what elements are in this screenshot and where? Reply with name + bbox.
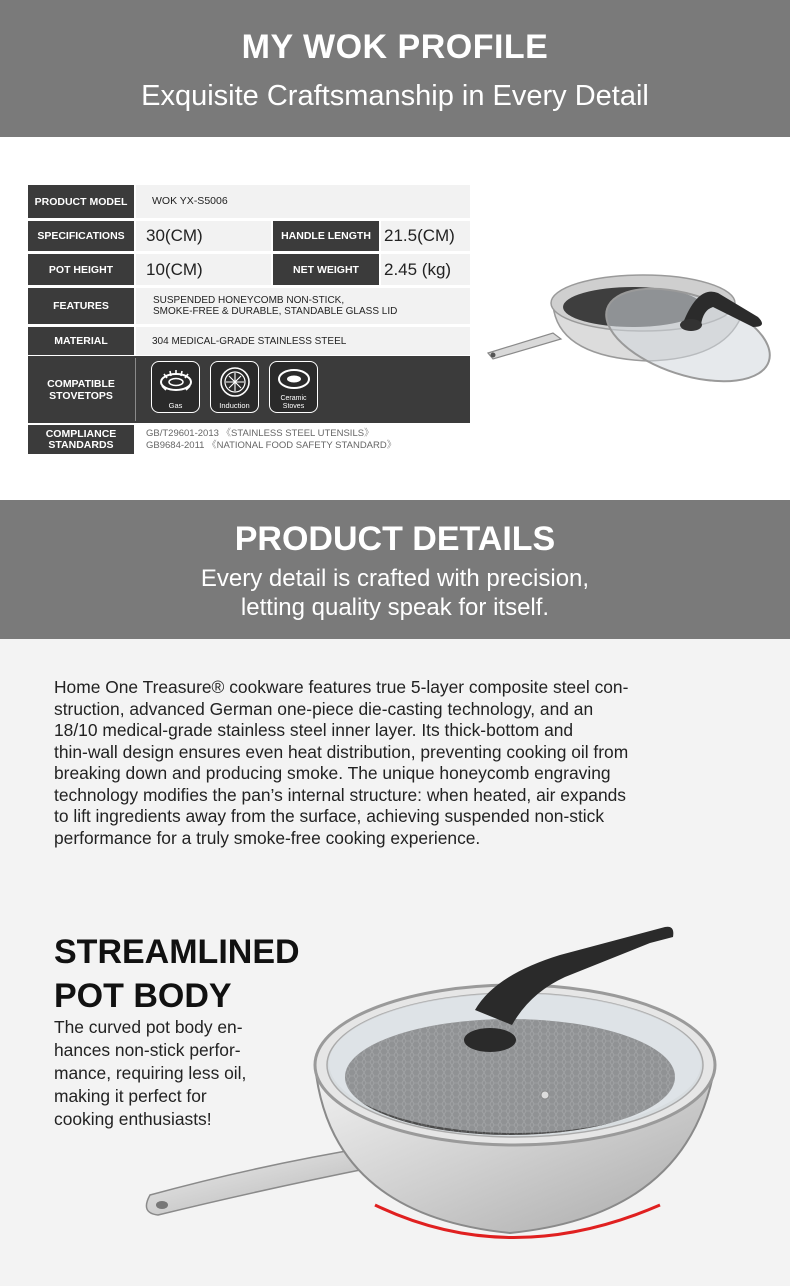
details-subtitle: Every detail is crafted with precision, letting quality speak for itself.	[200, 565, 590, 621]
product-model-value: WOK YX-S5006	[136, 185, 470, 218]
specifications-value: 30(CM)	[136, 221, 271, 251]
specifications-label: SPECIFICATIONS	[28, 221, 134, 251]
compliance-value	[136, 425, 470, 454]
induction-stove-name: Induction	[219, 401, 250, 410]
handle-length-value: 21.5(CM)	[381, 221, 470, 251]
ceramic-stove-icon	[269, 361, 318, 413]
pot-height-value: 10(CM)	[136, 254, 271, 285]
compliance-line-1: GB/T29601-2013 《STAINLESS STEEL UTENSILS》	[146, 427, 374, 439]
material-label: MATERIAL	[28, 327, 134, 355]
compliance-label-line-2: STANDARDS	[48, 438, 114, 451]
material-value: 304 MEDICAL-GRADE STAINLESS STEEL	[136, 327, 470, 355]
stovetops-divider	[135, 358, 136, 421]
product-model-label: PRODUCT MODEL	[28, 185, 134, 218]
spec-table	[28, 185, 470, 454]
details-title: PRODUCT DETAILS	[234, 520, 556, 558]
compliance-label	[28, 425, 134, 454]
wok-small-image	[483, 265, 778, 395]
stovetops-label-line-1: COMPATIBLE	[47, 377, 115, 390]
induction-stove-icon	[210, 361, 259, 413]
compliance-line-2: GB9684-2011 《NATIONAL FOOD SAFETY STANDARD》	[146, 439, 397, 451]
features-line-2: SMOKE-FREE & DURABLE, STANDABLE GLASS LID	[153, 306, 398, 317]
profile-title: MY WOK PROFILE	[241, 28, 549, 66]
handle-length-label: HANDLE LENGTH	[273, 221, 379, 251]
features-label: FEATURES	[28, 288, 134, 324]
streamlined-description: The curved pot body en- hances non-stick perfor- mance, requiring less oil, making it perfect for cooking enthusiasts!	[54, 1017, 247, 1129]
stovetops-label-line-2: STOVETOPS	[49, 389, 113, 402]
pot-height-label: POT HEIGHT	[28, 254, 134, 285]
profile-subtitle: Exquisite Craftsmanship in Every Detail	[141, 80, 649, 112]
details-paragraph: Home One Treasure® cookware features true 5-layer composite steel con- struction, advanced German one-piece die-casting technology, and an 18/10 medical-grade stainless steel inner layer. Its thick-bottom and thin-wall design ensures even heat distribution, preventing cooking oil from breaking down and producing smoke. The unique honeycomb engraving technology modifies the pan’s internal structure: when heated, air expands to lift ingredients away from the surface, achieving suspended non-stick performance for a truly smoke-free cooking experience.	[54, 677, 629, 848]
wok-large-image	[140, 915, 740, 1260]
ceramic-stove-name: Ceramic Stoves	[280, 395, 307, 410]
profile-banner	[0, 0, 790, 137]
streamlined-heading: STREAMLINED POT BODY	[54, 933, 300, 1015]
net-weight-label: NET WEIGHT	[273, 254, 379, 285]
gas-stove-name: Gas	[168, 401, 183, 410]
details-banner	[0, 500, 790, 639]
stovetops-label	[28, 356, 134, 423]
net-weight-value: 2.45 (kg)	[381, 254, 470, 285]
features-line-1: SUSPENDED HONEYCOMB NON-STICK,	[153, 295, 345, 306]
gas-stove-icon	[151, 361, 200, 413]
features-value	[136, 288, 470, 324]
compliance-label-line-1: COMPLIANCE	[45, 427, 117, 440]
